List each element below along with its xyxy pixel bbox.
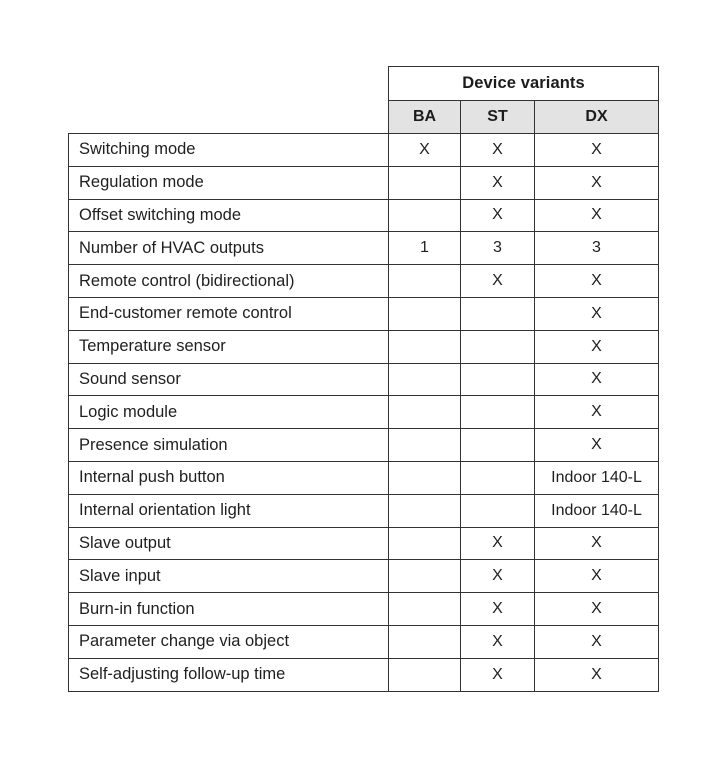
- cell-value: [389, 461, 461, 494]
- row-label: End-customer remote control: [69, 297, 389, 330]
- cell-value: [389, 199, 461, 232]
- table-row: [69, 232, 659, 265]
- table-row: [69, 461, 659, 494]
- cell-value: X: [535, 527, 659, 560]
- table-row: [69, 593, 659, 626]
- cell-value: X: [461, 560, 535, 593]
- row-label: Sound sensor: [69, 363, 389, 396]
- row-label: Self-adjusting follow-up time: [69, 658, 389, 691]
- cell-value: [461, 461, 535, 494]
- cell-value: X: [535, 134, 659, 167]
- row-label: Presence simulation: [69, 429, 389, 462]
- row-label: Slave output: [69, 527, 389, 560]
- cell-value: [389, 625, 461, 658]
- cell-value: [461, 396, 535, 429]
- cell-value: X: [389, 134, 461, 167]
- cell-value: X: [461, 166, 535, 199]
- cell-value: X: [535, 199, 659, 232]
- cell-value: [461, 330, 535, 363]
- row-label: Temperature sensor: [69, 330, 389, 363]
- table-row: [69, 166, 659, 199]
- table-row: [69, 658, 659, 691]
- cell-value: [389, 494, 461, 527]
- row-label: Offset switching mode: [69, 199, 389, 232]
- row-label: Internal orientation light: [69, 494, 389, 527]
- table-row: [69, 330, 659, 363]
- column-header-st: ST: [461, 101, 535, 134]
- cell-value: [389, 166, 461, 199]
- cell-value: [389, 560, 461, 593]
- cell-value: [389, 330, 461, 363]
- column-header-row: [69, 101, 659, 134]
- cell-value: [461, 494, 535, 527]
- table-row: [69, 297, 659, 330]
- table-row: [69, 134, 659, 167]
- table-title: Device variants: [389, 67, 659, 101]
- cell-value: 1: [389, 232, 461, 265]
- blank-corner: [69, 101, 389, 134]
- cell-value: X: [535, 330, 659, 363]
- cell-value: Indoor 140-L: [535, 494, 659, 527]
- cell-value: 3: [535, 232, 659, 265]
- cell-value: X: [535, 363, 659, 396]
- row-label: Number of HVAC outputs: [69, 232, 389, 265]
- cell-value: [461, 363, 535, 396]
- cell-value: X: [461, 625, 535, 658]
- table-row: [69, 265, 659, 298]
- row-label: Slave input: [69, 560, 389, 593]
- cell-value: 3: [461, 232, 535, 265]
- table-row: [69, 625, 659, 658]
- row-label: Internal push button: [69, 461, 389, 494]
- cell-value: X: [461, 527, 535, 560]
- cell-value: X: [461, 658, 535, 691]
- row-label: Regulation mode: [69, 166, 389, 199]
- cell-value: X: [461, 199, 535, 232]
- row-label: Switching mode: [69, 134, 389, 167]
- row-label: Remote control (bidirectional): [69, 265, 389, 298]
- table-row: [69, 363, 659, 396]
- row-label: Parameter change via object: [69, 625, 389, 658]
- cell-value: [389, 527, 461, 560]
- cell-value: [389, 363, 461, 396]
- cell-value: X: [535, 429, 659, 462]
- table-row: [69, 429, 659, 462]
- table-row: [69, 494, 659, 527]
- table-row: [69, 199, 659, 232]
- cell-value: [389, 429, 461, 462]
- cell-value: X: [535, 297, 659, 330]
- cell-value: X: [535, 396, 659, 429]
- table-row: [69, 396, 659, 429]
- row-label: Logic module: [69, 396, 389, 429]
- table-title-row: [69, 67, 659, 101]
- cell-value: X: [461, 265, 535, 298]
- device-variants-table: [68, 66, 659, 692]
- cell-value: [461, 297, 535, 330]
- cell-value: X: [461, 593, 535, 626]
- cell-value: [389, 297, 461, 330]
- cell-value: X: [535, 166, 659, 199]
- cell-value: X: [535, 560, 659, 593]
- column-header-ba: BA: [389, 101, 461, 134]
- cell-value: [389, 396, 461, 429]
- cell-value: X: [461, 134, 535, 167]
- blank-corner: [69, 67, 389, 101]
- cell-value: X: [535, 625, 659, 658]
- table-row: [69, 560, 659, 593]
- column-header-dx: DX: [535, 101, 659, 134]
- cell-value: [461, 429, 535, 462]
- cell-value: X: [535, 658, 659, 691]
- row-label: Burn-in function: [69, 593, 389, 626]
- cell-value: [389, 593, 461, 626]
- cell-value: Indoor 140-L: [535, 461, 659, 494]
- cell-value: [389, 658, 461, 691]
- cell-value: X: [535, 593, 659, 626]
- cell-value: X: [535, 265, 659, 298]
- cell-value: [389, 265, 461, 298]
- table-row: [69, 527, 659, 560]
